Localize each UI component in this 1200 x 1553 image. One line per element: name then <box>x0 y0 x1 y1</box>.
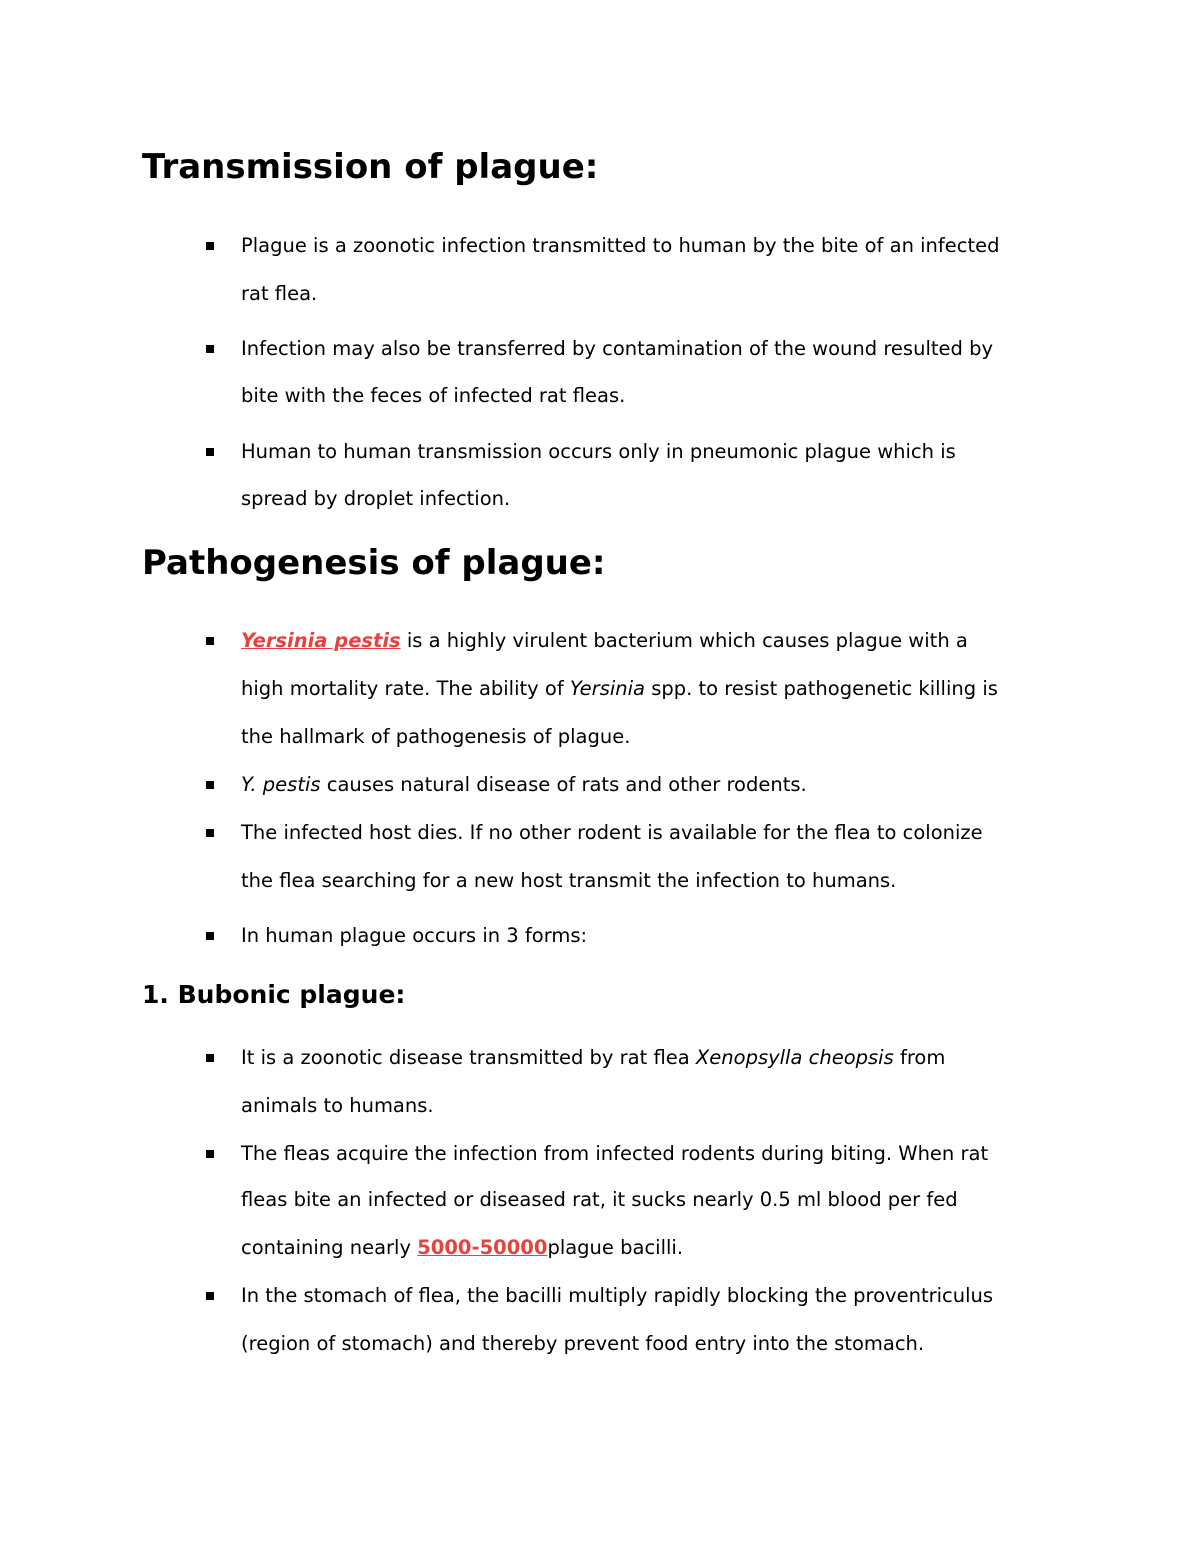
pathogenesis-bullet-3-line-2: the flea searching for a new host transmit the infection to humans. <box>241 869 897 892</box>
pathogenesis-bullet-2-line-1 <box>241 772 807 798</box>
heading-bubonic-plague: 1. Bubonic plague: <box>142 980 406 1009</box>
bubonic-text: containing nearly <box>241 1236 418 1259</box>
bullet-square-icon <box>206 1150 214 1158</box>
transmission-bullet-3-line-1: Human to human transmission occurs only in pneumonic plague which is <box>241 440 956 463</box>
bubonic-bullet-2-line-1: The fleas acquire the infection from infected rodents during biting. When rat <box>241 1142 989 1165</box>
bubonic-bullet-3-line-1: In the stomach of flea, the bacilli multiply rapidly blocking the proventriculus <box>241 1284 994 1307</box>
bullet-square-icon <box>206 345 214 353</box>
bacilli-count-link[interactable]: 5000-50000 <box>417 1236 548 1259</box>
bullet-square-icon <box>206 932 214 940</box>
heading-transmission: Transmission of plague: <box>142 147 599 187</box>
yersinia-italic: Yersinia <box>569 677 645 700</box>
bullet-square-icon <box>206 1054 214 1062</box>
pathogenesis-bullet-1-line-1 <box>241 628 968 654</box>
pathogenesis-bullet-1-text: is a highly virulent bacterium which causes plague with a <box>400 629 968 652</box>
pathogenesis-bullet-3-line-1: The infected host dies. If no other rodent is available for the flea to colonize <box>241 821 983 844</box>
xenopsylla-italic: Xenopsylla cheopsis <box>695 1046 894 1069</box>
bullet-square-icon <box>206 829 214 837</box>
bullet-square-icon <box>206 1292 214 1300</box>
heading-pathogenesis: Pathogenesis of plague: <box>142 543 606 583</box>
transmission-bullet-1-line-1: Plague is a zoonotic infection transmitted to human by the bite of an infected <box>241 234 1000 257</box>
pathogenesis-text: causes natural disease of rats and other rodents. <box>320 773 807 796</box>
transmission-bullet-1-line-2: rat flea. <box>241 282 318 305</box>
pathogenesis-text: spp. to resist pathogenetic killing is <box>645 677 998 700</box>
pathogenesis-bullet-1-line-3: the hallmark of pathogenesis of plague. <box>241 725 631 748</box>
bubonic-text: plague bacilli. <box>547 1236 684 1259</box>
bubonic-bullet-2-line-3 <box>241 1235 683 1261</box>
transmission-bullet-2-line-2: bite with the feces of infected rat fleas. <box>241 384 626 407</box>
bubonic-bullet-3-line-2: (region of stomach) and thereby prevent food entry into the stomach. <box>241 1332 925 1355</box>
pathogenesis-text: high mortality rate. The ability of <box>241 677 570 700</box>
bullet-square-icon <box>206 781 214 789</box>
bubonic-bullet-2-line-2: fleas bite an infected or diseased rat, it sucks nearly 0.5 ml blood per fed <box>241 1188 958 1211</box>
pathogenesis-bullet-4-line-1: In human plague occurs in 3 forms: <box>241 924 588 947</box>
bubonic-bullet-1-line-1 <box>241 1045 945 1071</box>
bullet-square-icon <box>206 242 214 250</box>
bullet-square-icon <box>206 637 214 645</box>
bubonic-bullet-1-line-2: animals to humans. <box>241 1094 434 1117</box>
y-pestis-italic: Y. pestis <box>241 773 321 796</box>
pathogenesis-bullet-1-line-2 <box>241 676 998 702</box>
bubonic-text: It is a zoonotic disease transmitted by rat flea <box>241 1046 696 1069</box>
bullet-square-icon <box>206 448 214 456</box>
yersinia-pestis-link[interactable]: Yersinia pestis <box>241 629 401 652</box>
transmission-bullet-2-line-1: Infection may also be transferred by contamination of the wound resulted by <box>241 337 994 360</box>
transmission-bullet-3-line-2: spread by droplet infection. <box>241 487 511 510</box>
bubonic-text: from <box>893 1046 946 1069</box>
